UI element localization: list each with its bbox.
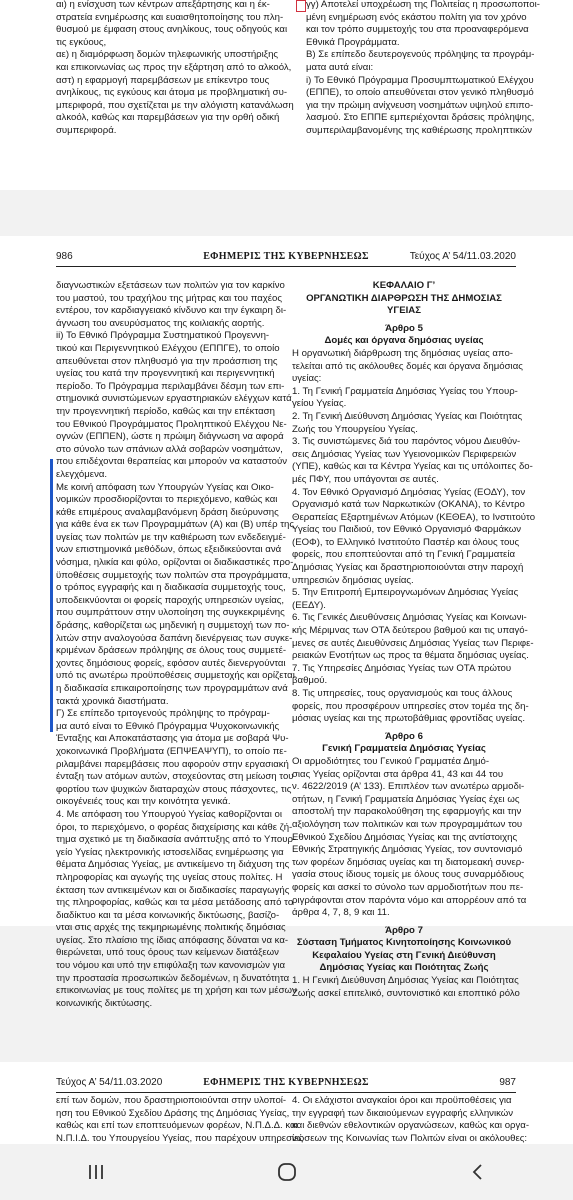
text-line: τις εγκύους, [56, 36, 107, 48]
text-line: για την πρώιμη ανίχνευση νοσημάτων υψηλού επιπο- [306, 99, 534, 111]
page-986 [0, 236, 573, 1009]
text-line: Γ) Σε επίπεδο τριτογενούς πρόληψης το πρόγραμ- [56, 708, 270, 720]
text-line: Οι αρμοδιότητες του Γενικού Γραμματέα Δημό- [292, 755, 490, 767]
article-6-body [292, 755, 527, 920]
text-line: οτήτων, η Γενική Γραμματεία Δημόσιας Υγείας έχει ως [292, 793, 520, 805]
text-line: στρατεία ενημέρωσης και ευαισθητοποίησης του πλη- [56, 11, 284, 23]
text-line: 4. Τον Εθνικό Οργανισμό Δημόσιας Υγείας (ΕΟΔΥ), τον [292, 486, 526, 498]
text-line: τακτά χρονικά διαστήματα. [56, 695, 169, 707]
text-line: λιτών στην αναλογούσα δαπάνη διενέργειας των συγκε- [56, 632, 293, 644]
page-header [56, 250, 516, 264]
issue-label: Τεύχος Α’ 54/11.03.2020 [56, 1077, 163, 1088]
text-line: 8. Τις υπηρεσίες, τους οργανισμούς και τους άλλους [292, 688, 513, 699]
right-column [292, 280, 536, 1000]
text-line: υγείας. Στο πλαίσιο της ίδιας απόφασης δύναται να κα- [56, 934, 289, 946]
text-line: αε) η διαμόρφωση δομών τηλεφωνικής υποστήριξης [56, 49, 279, 61]
text-line: σιας Υγείας ορίζονται στα άρθρα 41, 43 και 44 του [292, 768, 504, 780]
text-line: 3. Τις συνιστώμενες διά του παρόντος νόμου Διευθύν- [292, 436, 521, 448]
text-line: τελείται από τις ακόλουθες δομές και όργανα δημόσιας [292, 360, 523, 372]
left-column [56, 280, 297, 1010]
text-line: νομικών προσδιορίζονται το περιεχόμενο, καθώς και [56, 494, 278, 506]
text-line: ο τρόπος εγγραφής και η διαδικασία συμμετοχής τους, [56, 582, 286, 594]
text-line: επικοινωνίας με τους πολίτες με τη χρήση και των μέσων [56, 985, 297, 997]
page-number: 986 [56, 251, 73, 262]
top-right-column [306, 0, 540, 138]
red-markup-box [296, 0, 306, 12]
text-line: ματα αυτά είναι: [306, 61, 374, 73]
text-line: στημονικά συνιστώμενων εργαστηριακών ελέγχων κατά [56, 393, 292, 405]
text-line: λασμού. Στο ΕΠΠΕ εμπεριέχονται δράσεις πρόληψης, [306, 112, 535, 124]
text-line: νώσεων της Κοινωνίας των Πολιτών είναι οι ακόλουθες: [292, 1132, 528, 1144]
highlight-bar [50, 459, 53, 732]
text-line: αλκοόλ, καθώς και παρεμβάσεων για την ορθή οδική [56, 112, 280, 124]
text-line: Β) Σε επίπεδο δευτερογενούς πρόληψης τα προγράμ- [306, 49, 535, 61]
article-number: Άρθρο 6 [385, 730, 423, 742]
text-line: μα αυτό είναι το Εθνικό Πρόγραμμα Ψυχοκοινωνικής [56, 720, 280, 732]
text-line: ϋποθέσεις συμμετοχής των πολιτών στα προγράμματα, [56, 569, 291, 581]
text-line: μές ΠΦΥ, που υπάγονται σε αυτές. [292, 473, 439, 485]
text-line: Εθνικά Προγράμματα. [306, 36, 400, 48]
text-line: ριγράφονται στον παρόντα νόμο και απορρέουν από τα [292, 894, 527, 906]
text-line: χοκοινωνικά Προβλήματα (ΕΠΨΕΑΨΥΠ), το οποίο πε- [56, 745, 287, 757]
text-line: αξιολόγηση των πολιτικών και των προγραμμάτων του [292, 818, 523, 830]
text-line: άγνωση του ανευρύσματος της κοιλιακής αορτής. [56, 317, 265, 329]
text-line: 7. Τις Υπηρεσίες Δημόσιας Υγείας των ΟΤΑ πρώτου [292, 662, 512, 674]
text-line: ηση του Εθνικού Σχεδίου Δράσης της Δημόσιας Υγείας, [56, 1107, 290, 1119]
text-line: άρθρα 4, 7, 8, 9 και 11. [292, 907, 390, 919]
article-title: Γενική Γραμματεία Δημόσιας Υγείας [322, 743, 486, 755]
text-line: τημα σχετικό με τη διαδικασία ανάπτυξης από το Υπουρ- [56, 834, 297, 846]
text-line: Με κοινή απόφαση των Υπουργών Υγείας και Οικο- [56, 481, 274, 493]
text-line: φορείς, που εποπτεύονται από τη Γενική Γραμματεία [292, 549, 516, 561]
text-line: που συμπράττουν στην υλοποίηση της συγκεκριμένης [56, 607, 285, 619]
text-line: 2. Τη Γενική Διεύθυνση Δημόσιας Υγείας και Ποιότητας [292, 410, 523, 422]
recent-apps-icon [87, 1163, 105, 1181]
text-line: γασία στους ίδιους τομείς με όλους τους συναρμόδιους [292, 869, 524, 881]
text-line: καθώς και επί των εποπτευόμενων φορέων, Ν.Π.Δ.Δ. και [56, 1120, 298, 1132]
text-line: κάθε επιμέρους αναλαμβανόμενη δράση διεύρυνσης [56, 506, 279, 518]
chapter-title-line: ΥΓΕΙΑΣ [387, 305, 421, 317]
text-line: 1. Η Γενική Διεύθυνση Δημόσιας Υγείας και Ποιότητας [292, 975, 519, 987]
text-line: συμπεριφορά. [56, 124, 117, 136]
text-line: νων επιστημονικά μεθόδων, όπως εξειδικεύονται ανά [56, 544, 282, 556]
text-line: εντέρου, τον καρδιαγγειακό κίνδυνο και την έγκαιρη δι- [56, 305, 287, 317]
text-line: ν. 4622/2019 (Α’ 133). Επιπλέον των ανωτέρω αρμοδι- [292, 781, 525, 793]
text-line: υγείας: [292, 373, 322, 385]
text-line: Ν.Π.Ι.Δ. του Υπουργείου Υγείας, που παρέχουν υπηρεσίες [56, 1132, 304, 1144]
text-line: ελεγχόμενα. [56, 468, 108, 480]
text-line: Ένταξης και Αποκατάστασης για άτομα με σοβαρά Ψυ- [56, 733, 289, 745]
text-line: του νόμου και υπό την επιφύλαξη των κανονισμών για [56, 960, 286, 972]
text-line: φορτίου των ψυχικών διαταραχών στους πάσχοντες, τις [56, 783, 292, 795]
right-column [292, 1095, 530, 1145]
text-line: Ζωής ασκεί επιτελικό, συντονιστικό και εποπτικό ρόλο [292, 987, 520, 999]
article-title: Δομές και όργανα δημόσιας υγείας [324, 335, 484, 347]
page-number: 987 [499, 1077, 516, 1088]
text-line: βαθμού. [292, 675, 328, 687]
home-button[interactable] [257, 1152, 317, 1192]
text-line: που επιδέχονται θεραπείας και μπορούν να καταστούν [56, 456, 288, 468]
text-line: ογνών (ΕΠΠΕΝ), ώστε η πρώιμη διάγνωση να αφορά [56, 431, 284, 443]
text-line: υποδεικνύονται οι φορείς παροχής υπηρεσιών υγείας, [56, 594, 285, 606]
text-line: υγείας των πολιτών με την καθιέρωση των ενδεδειγμέ- [56, 531, 286, 543]
text-line: μπεριφορά, που σχετίζεται με την αλόγιστη κατανάλωση [56, 99, 294, 111]
gazette-title: ΕΦΗΜΕΡΙΣ ΤΗΣ ΚΥΒΕΡΝΗΣΕΩΣ [203, 1077, 369, 1088]
text-line: αστ) η εφαρμογή παρεμβάσεων με επίκεντρο τους [56, 74, 270, 86]
text-line: μόσιας υγείας και της πρωτοβάθμιας φροντίδας υγείας. [292, 713, 525, 725]
text-line: θυσμού με έμφαση στους ανηλίκους, τους οδηγούς και [56, 24, 288, 36]
text-line: μενες σε αυτές Διευθύνσεις Δημόσιας Υγείας των Περιφε- [292, 637, 534, 649]
text-line: πληροφορίας και αγωγής της υγείας στους πολίτες. Η [56, 871, 283, 883]
issue-label: Τεύχος Α’ 54/11.03.2020 [409, 251, 516, 262]
text-line: κής Μέριμνας των ΟΤΑ δεύτερου βαθμού και τις υπαγό- [292, 625, 528, 637]
text-line: απευθύνεται στον πληθυσμό για την προάσπιση της [56, 355, 278, 367]
article-7-body [292, 975, 520, 1000]
text-line: του Εθνικού Προγράμματος Προληπτικού Ελέγχου Νε- [56, 418, 287, 430]
text-line: ένταξη των ατόμων αυτών, στοχεύοντας στη μείωση του [56, 771, 294, 783]
text-line: σεις Δημόσιας Υγείας των Υγειονομικών Περιφερειών [292, 448, 517, 460]
article-title: Δημόσιας Υγείας και Ποιότητας Ζωής [319, 962, 489, 974]
text-line: 6. Τις Γενικές Διευθύνσεις Δημόσιας Υγείας και Κοινωνι- [292, 612, 527, 624]
text-line: ανηλίκους, τις εγκύους και άτομα με προβληματική συ- [56, 87, 288, 99]
text-line: (ΕΕΔΥ). [292, 599, 326, 611]
text-line: για κάθε ένα εκ των Προγραμμάτων (Α) και (Β) υπέρ της [56, 519, 294, 531]
text-line: των φορέων δημόσιας υγείας και τη διατομεακή συνερ- [292, 856, 525, 868]
text-line: 1. Τη Γενική Γραμματεία Δημόσιας Υγείας του Υπουρ- [292, 385, 518, 397]
text-line: και τον τρόπο συμμετοχής του στα προαναφερόμενα [306, 24, 529, 36]
text-line: θιερώνεται, υπό τους όρους των κείμενων διατάξεων [56, 947, 279, 959]
text-line: Εθνικής Στρατηγικής Δημόσιας Υγείας, τον συντονισμό [292, 844, 523, 856]
text-line: κριμένων δράσεων πρόληψης σε όλους τους συμμετέ- [56, 645, 287, 657]
text-line: υγείας του κατά την προγεννητική και περιγεννητική [56, 368, 275, 380]
article-5-body [292, 347, 536, 726]
page-987 [0, 1062, 573, 1144]
text-line: (ΥΠΕ), καθώς και τα Κέντρα Υγείας και τις υπόλοιπες δο- [292, 461, 533, 473]
text-line: τικού και Περιγεννητικού Ελέγχου (ΕΠΠΓΕ), το οποίο [56, 342, 280, 354]
text-line: νται στις αρχές της τεκμηριωμένης πολιτικής δημόσιας [56, 922, 286, 934]
back-icon [469, 1163, 487, 1181]
left-column [56, 1095, 304, 1145]
text-line: οικογένειές τους και την κοινότητα γενικά. [56, 796, 231, 808]
text-line: i) Το Εθνικό Πρόγραμμα Προσυμπτωματικού Ελέγχου [306, 74, 534, 86]
text-line: διαδίκτυο και τα μέσα κοινωνικής δικτύωσης, βασίζο- [56, 909, 280, 921]
text-line: ii) Το Εθνικό Πρόγραμμα Συστηματικού Προγεννη- [56, 330, 270, 342]
text-line: Οργανισμό κατά των Ναρκωτικών (ΟΚΑΝΑ), το Κέντρο [292, 499, 525, 511]
article-number: Άρθρο 7 [385, 924, 423, 936]
text-line: 4. Οι ελάχιστοι αναγκαίοι όροι και προϋποθέσεις για [292, 1095, 512, 1106]
text-line: την προγεννητική περίοδο, καθώς και την επέκταση [56, 405, 275, 417]
text-line: φορείς, που προσφέρουν υπηρεσίες στον τομέα της δη- [292, 700, 529, 712]
header-rule [56, 1092, 516, 1093]
text-line: δράσης, καθορίζεται ως μηδενική η συμμετοχή των πο- [56, 620, 290, 632]
home-icon [276, 1161, 298, 1183]
text-line: (ΕΟΦ), το Ελληνικό Ινστιτούτο Παστέρ και όλους τους [292, 536, 520, 548]
text-line: γείου Υγείας. [292, 398, 347, 410]
text-line: όροι, το περιεχόμενο, ο φορέας διαχείρισης και κάθε ζή- [56, 821, 293, 833]
text-line: Ζωής του Υπουργείου Υγείας. [292, 423, 418, 435]
text-line: χοντες δημόσιους φορείς, εφόσον αυτές διενεργούνται [56, 657, 286, 669]
text-line: Υγείας του Παιδιού, τον Εθνικό Οργανισμό Φαρμάκων [292, 524, 522, 536]
recent-apps-button[interactable] [66, 1152, 126, 1192]
text-line: γγ) Αποτελεί υποχρέωση της Πολιτείας η προσωποποι- [306, 0, 540, 10]
text-line: Η οργανωτική διάρθρωση της δημόσιας υγείας απο- [292, 347, 513, 359]
text-line: συμπεριλαμβανομένης της καθιέρωσης προληπτικών [306, 124, 533, 136]
text-line: 5. Την Επιτροπή Εμπειρογνωμόνων Δημόσιας Υγείας [292, 587, 519, 599]
article-title: Σύσταση Τμήματος Κινητοποίησης Κοινωνικού [296, 937, 512, 949]
text-line: Εθνικού Σχεδίου Δημόσιας Υγείας και της αντίστοιχης [292, 831, 518, 843]
article-number: Άρθρο 5 [385, 322, 423, 334]
back-button[interactable] [448, 1152, 508, 1192]
text-line: ρειακών Ενοτήτων ως προς τα θέματα δημόσιας υγείας. [292, 650, 529, 662]
text-line: έκταση των αντικειμένων και οι διαδικασίες παραγωγής [56, 884, 290, 896]
text-line: μένη ενημέρωση ενός εκάστου πολίτη για τον χρόνο [306, 11, 527, 23]
text-line: θέματα Δημόσιας Υγείας, με αντικείμενο τη διάχυση της [56, 859, 290, 871]
header-rule [56, 266, 516, 267]
text-line: νόσημα, ηλικία και φύλο, ορίζονται οι διαδικαστικές προ- [56, 557, 294, 569]
page-header [56, 1076, 516, 1090]
text-line: την προστασία προσωπικών δεδομένων, η δυνατότητα [56, 972, 290, 984]
text-line: (ΕΠΠΕ), το οποίο απευθύνεται στον γενικό πληθυσμό [306, 87, 534, 99]
text-line: η διαδικασία επικαιροποίησης των προγραμμάτων ανά [56, 683, 288, 694]
text-line: του μαστού, του τραχήλου της μήτρας και του παχέος [56, 292, 283, 304]
text-line: διαγνωστικών εξετάσεων των πολιτών για τον καρκίνο [56, 280, 285, 291]
text-line: αι) η ενίσχυση των κέντρων απεξάρτησης και η έκ- [56, 0, 270, 10]
text-line: αποστολή την παρακολούθηση της εφαρμογής και την [292, 806, 522, 818]
text-line: φορείς και ασκεί το σύνολο των αρμοδιοτήτων που πε- [292, 881, 524, 893]
text-line: την εγγραφή των δικαιούμενων εγγραφής ελληνικών [292, 1107, 514, 1119]
text-line: περίοδο. Το Πρόγραμμα περιλαμβάνει δέσμη των επι- [56, 380, 285, 392]
text-line: ριλαμβάνει παρεμβάσεις που αφορούν στην εργασιακή [56, 758, 289, 770]
system-navigation-bar [0, 1144, 573, 1200]
chapter-label: ΚΕΦΑΛΑΙΟ Γ’ [372, 280, 436, 291]
text-line: στο σύνολο των σπάνιων αλλά σοβαρών νοσημάτων, [56, 443, 283, 455]
chapter-title-line: ΟΡΓΑΝΩΤΙΚΗ ΔΙΑΡΘΡΩΣΗ ΤΗΣ ΔΗΜΟΣΙΑΣ [306, 292, 502, 304]
text-line: 4. Με απόφαση του Υπουργού Υγείας καθορίζονται οι [56, 808, 282, 820]
text-line: υπό τις ανωτέρω προϋποθέσεις συμμετοχής και ορίζεται [56, 670, 295, 682]
text-line: κοινωνικής δικτύωσης. [56, 997, 153, 1009]
text-line: Θεραπείας Εξαρτημένων Ατόμων (ΚΕΘΕΑ), το Ινστιτούτο [292, 511, 536, 523]
text-line: της πληροφορίας, καθώς και τα μέσα μετάδοσης από το [56, 897, 294, 909]
top-left-column [56, 0, 294, 138]
text-line: και διεθνών εθελοντικών οργανώσεων, καθώς και οργα- [292, 1120, 530, 1132]
text-line: γείο Υγείας ηλεκτρονικής ιστοσελίδας ενημέρωσης για [56, 846, 284, 858]
text-line: Δημόσιας Υγείας και δραστηριοποιούνται στην παροχή [292, 562, 524, 574]
page-fragment-top [0, 0, 573, 190]
article-title: Κεφαλαίου Υγείας στη Γενική Διεύθυνση [312, 949, 496, 961]
text-line: επί των δομών, που δραστηριοποιούνται στην υλοποί- [56, 1095, 287, 1106]
text-line: υπηρεσιών δημόσιας υγείας. [292, 574, 414, 586]
text-line: και επικοινωνίας ως προς την εξάρτηση από το αλκοόλ, [56, 61, 292, 73]
gazette-title: ΕΦΗΜΕΡΙΣ ΤΗΣ ΚΥΒΕΡΝΗΣΕΩΣ [203, 251, 369, 262]
